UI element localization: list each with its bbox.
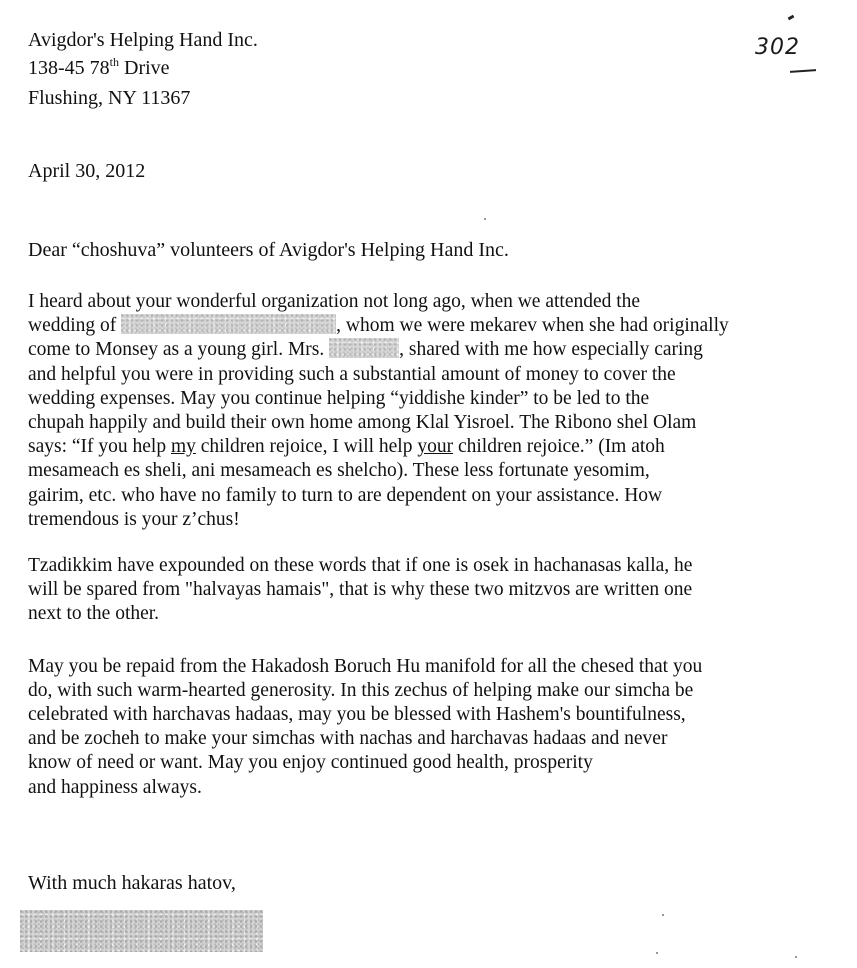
text-span: , whom we were mekarev when she had originally (336, 315, 729, 337)
handwritten-underline (790, 69, 816, 73)
paragraph-2-line: Tzadikkim have expounded on these words that if one is osek in hachanasas kalla, he (28, 555, 693, 577)
paragraph-3-line: celebrated with harchavas hadaas, may you be blessed with Hashem's bountifulness, (28, 704, 686, 726)
redacted-name-2 (329, 338, 399, 358)
paragraph-1-line (28, 314, 843, 338)
paragraph-3-line: do, with such warm-hearted generosity. In this zechus of helping make our simcha be (28, 679, 694, 701)
text-span: says: “If you help (28, 436, 167, 458)
sender-street-suffix: th (109, 55, 120, 69)
paragraph-3-line: and be zocheh to make your simchas with nachas and harchavas hadaas and never (28, 728, 668, 750)
paragraph-1-line (28, 435, 843, 459)
text-span: children rejoice, I will help (200, 436, 413, 458)
salutation: Dear “choshuva” volunteers of Avigdor's Helping Hand Inc. (28, 239, 509, 261)
paragraph-2 (28, 554, 843, 627)
scan-speck (662, 914, 664, 916)
letter-body (28, 290, 843, 800)
sender-address (28, 26, 258, 112)
redacted-name-1 (121, 314, 336, 334)
paragraph-3-line: May you be repaid from the Hakadosh Boruch Hu manifold for all the chesed that you (28, 655, 703, 677)
text-span: come to Monsey as a young girl. Mrs. (28, 339, 325, 361)
paragraph-3-line: know of need or want. May you enjoy continued good health, prosperity (28, 752, 593, 774)
sender-street-name: Drive (119, 57, 170, 79)
sender-street (28, 54, 258, 84)
paragraph-3 (28, 655, 843, 800)
handwritten-note: 302 (755, 35, 800, 60)
paragraph-1-line: wedding expenses. May you continue helping “yiddishe kinder” to be led to the (28, 387, 650, 409)
paragraph-1-line: and helpful you were in providing such a substantial amount of money to cover the (28, 363, 676, 385)
redacted-signature (20, 910, 263, 952)
paragraph-1-line: I heard about your wonderful organization not long ago, when we attended the (28, 291, 641, 312)
paragraph-1-line (28, 338, 843, 362)
sender-name: Avigdor's Helping Hand Inc. (28, 29, 258, 51)
underlined-your: your (417, 436, 454, 458)
closing: With much hakaras hatov, (28, 872, 236, 894)
text-span: , shared with me how especially caring (399, 339, 703, 361)
paragraph-2-line: will be spared from "halvayas hamais", that is why these two mitzvos are written one (28, 579, 693, 601)
sender-street-number: 138-45 78 (28, 57, 110, 79)
scan-speck (795, 956, 797, 958)
paragraph-1-line: mesameach es sheli, ani mesameach es shelcho). These less fortunate yesomim, (28, 460, 650, 482)
letter-date: April 30, 2012 (28, 160, 146, 182)
paragraph-1-line: gairim, etc. who have no family to turn to are dependent on your assistance. How (28, 484, 663, 506)
handwritten-mark (788, 15, 795, 21)
text-span: children rejoice.” (Im atoh (457, 436, 665, 458)
paragraph-1 (28, 290, 843, 532)
paragraph-1-line: chupah happily and build their own home among Klal Yisroel. The Ribono shel Olam (28, 412, 697, 434)
sender-city: Flushing, NY 11367 (28, 87, 191, 109)
paragraph-2-line: next to the other. (28, 603, 160, 625)
scan-speck (484, 218, 486, 220)
text-span: wedding of (28, 315, 117, 337)
paragraph-3-line: and happiness always. (28, 776, 202, 798)
underlined-my: my (170, 436, 196, 458)
paragraph-1-line: tremendous is your z’chus! (28, 508, 240, 530)
scan-speck (656, 952, 658, 954)
